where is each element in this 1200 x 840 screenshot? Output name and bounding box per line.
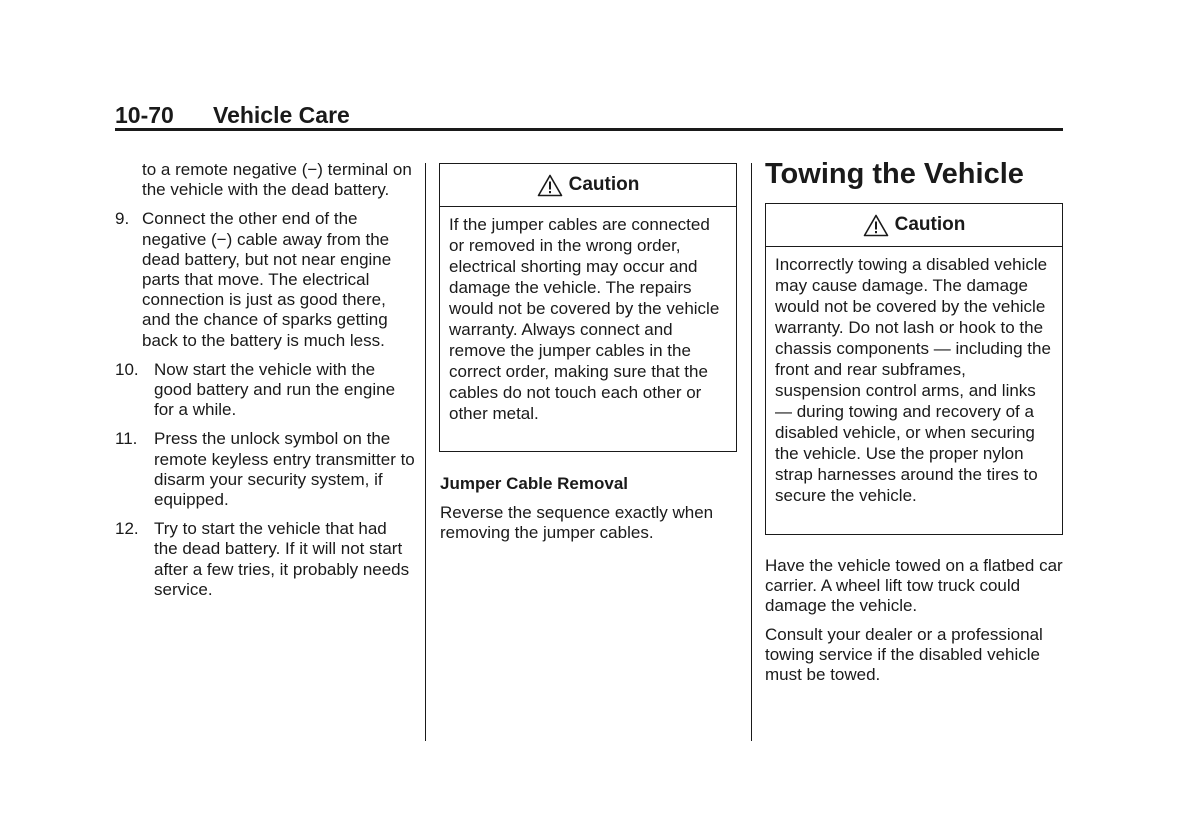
section-title: Vehicle Care: [213, 102, 350, 128]
step-text: Connect the other end of the negative (−) cable away from the dead battery, but not near engine parts that move. The electrical connection is just as good there, and the chance of sparks getting back to the battery is much less.: [142, 209, 392, 350]
step-text: Try to start the vehicle that had the dead battery. If it will not start after a few tries, it probably needs service.: [154, 519, 410, 599]
caution-header: [766, 204, 1062, 247]
list-item: [115, 519, 415, 600]
jumper-removal-paragraph: Reverse the sequence exactly when removing the jumper cables.: [440, 503, 714, 543]
warning-triangle-icon: [863, 214, 889, 237]
page-number: 10-70: [115, 102, 174, 128]
towing-paragraph-1: Have the vehicle towed on a flatbed car carrier. A wheel lift tow truck could damage the vehicle.: [765, 556, 1063, 616]
step-number: 12.: [115, 519, 139, 539]
caution-box-jumper: [439, 163, 737, 452]
column-1: [115, 160, 415, 609]
list-item: [115, 429, 415, 510]
step-text: Press the unlock symbol on the remote keyless entry transmitter to disarm your security system, if equipped.: [154, 429, 415, 510]
steps-list: [115, 209, 415, 600]
caution-text: Incorrectly towing a disabled vehicle may cause damage. The damage would not be covered by the vehicle warranty. Do not lash or hook to the chassis components — including the front and rear subframes, suspension control arms, and links — during towing and recovery of a disabled vehicle, or when securing the vehicle. Use the proper nylon strap harnesses around the tires to secure the vehicle.: [775, 255, 1051, 505]
towing-section-title: Towing the Vehicle: [765, 158, 1024, 190]
warning-triangle-icon: [537, 174, 563, 197]
header-rule: [115, 128, 1063, 131]
caution-box-towing: [765, 203, 1063, 535]
step-number: 10.: [115, 359, 139, 379]
column-divider-2: [751, 163, 752, 741]
caution-text: If the jumper cables are connected or removed in the wrong order, electrical shorting may occur and damage the vehicle. The repairs would not be covered by the vehicle warranty. Always connect and remove the jumper cables in the correct order, making sure that the cables do not touch each other or other metal.: [449, 215, 720, 423]
step-text: Now start the vehicle with the good battery and run the engine for a while.: [154, 359, 396, 420]
step-number: 9.: [115, 209, 130, 229]
caution-label: Caution: [894, 214, 966, 235]
caution-header: [440, 164, 736, 207]
list-item: [115, 360, 415, 421]
list-item: [115, 209, 415, 350]
towing-paragraph-2: Consult your dealer or a professional towing service if the disabled vehicle must be towed.: [765, 625, 1043, 685]
subheading-jumper-cable-removal: Jumper Cable Removal: [440, 474, 629, 493]
continuation-text: to a remote negative (−) terminal on the vehicle with the dead battery.: [142, 160, 412, 200]
page-header: [115, 101, 1063, 129]
column-divider-1: [425, 163, 426, 741]
step-number: 11.: [115, 429, 138, 449]
caution-label: Caution: [568, 174, 640, 195]
